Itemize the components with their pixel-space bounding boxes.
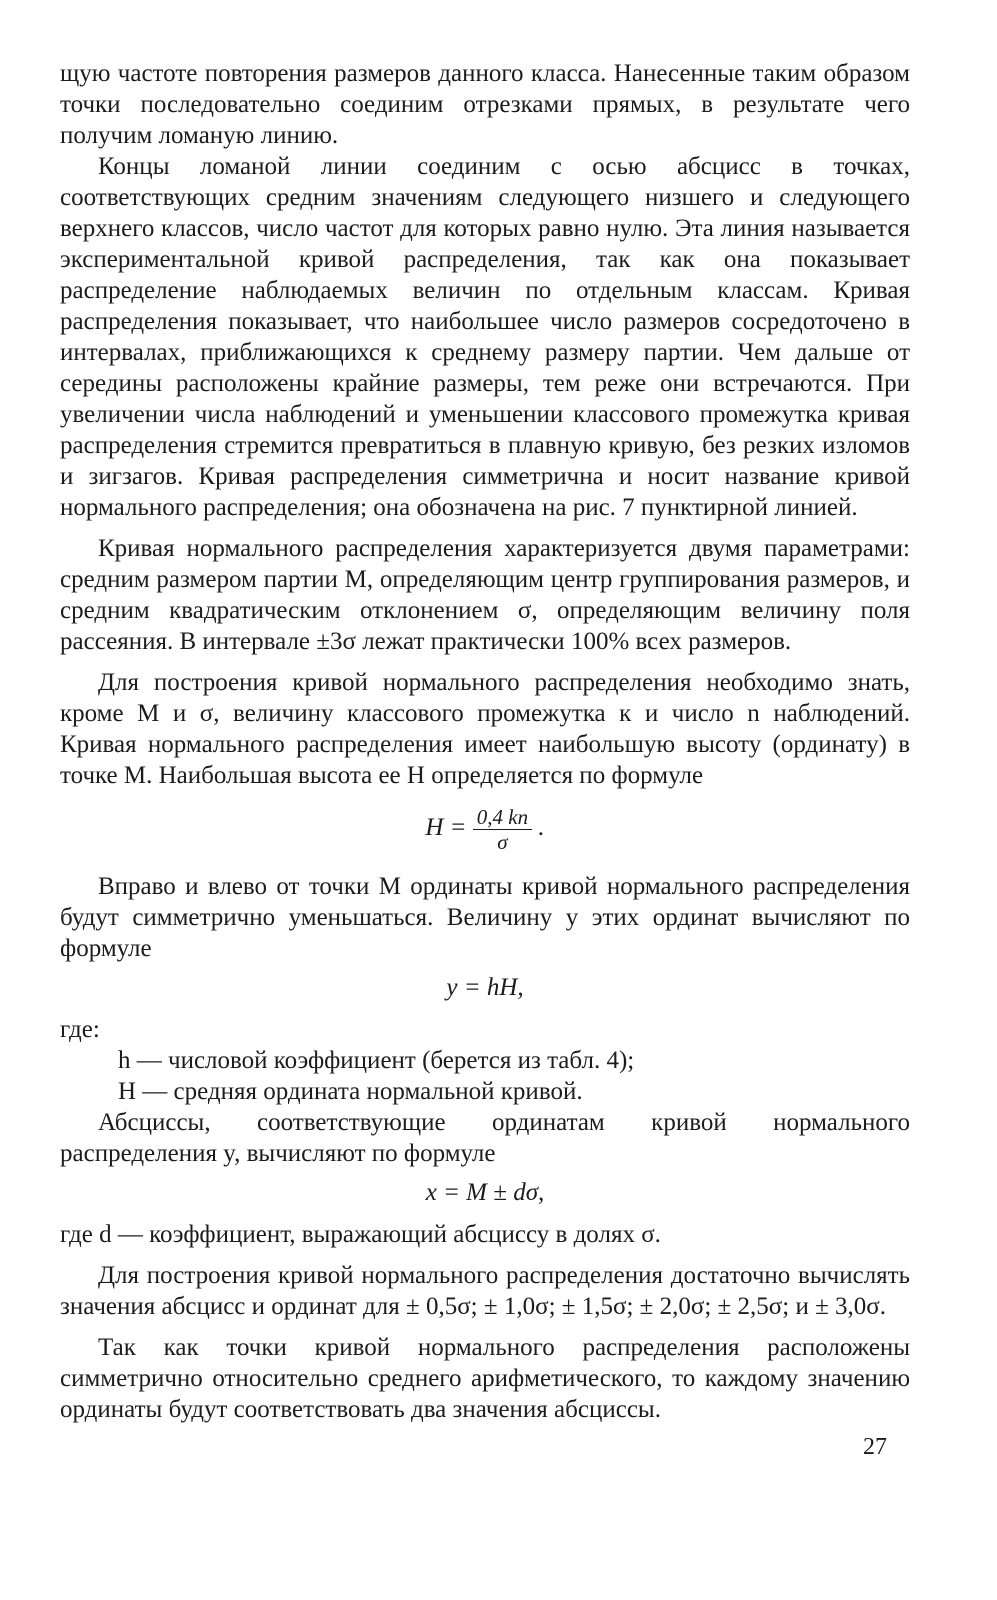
paragraph-symmetry: Так как точки кривой нормального распределения расположены симметрично относительно среднего арифметического, то каждому значению ординаты будут соответствовать два значения абсциссы.	[60, 1334, 910, 1423]
paragraph-construction-requirements: Для построения кривой нормального распределения необходимо знать, кроме M и σ, величину классового промежутка к и число n наблюдений. Кривая нормального распределения имеет наибольшую высоту (ординату) в точке M. Наибольшая высота ее H определяется по формуле	[60, 669, 910, 789]
paragraph-sigma-values: Для построения кривой нормального распределения достаточно вычислять значения абсцисс и ординат для ± 0,5σ; ± 1,0σ; ± 1,5σ; ± 2,0σ; ± 2,5σ; и ± 3,0σ.	[60, 1262, 910, 1320]
definition-list	[118, 1045, 910, 1107]
formula-h-denominator: σ	[497, 829, 508, 854]
paragraph-continuation: щую частоте повторения размеров данного класса. Нанесенные таким образом точки последовательно соединим отрезками прямых, в результате чего получим ломаную линию.	[60, 60, 910, 149]
document-page	[60, 58, 910, 1425]
where-label: где:	[60, 1016, 100, 1043]
definition-H: H — средняя ордината нормальной кривой.	[118, 1078, 583, 1105]
page-number: 27	[863, 1434, 887, 1460]
formula-max-height	[60, 799, 910, 857]
definition-h: h — числовой коэффициент (берется из табл. 4);	[118, 1047, 635, 1074]
formula-h-lhs: H =	[425, 814, 467, 841]
paragraph-ordinates: Вправо и влево от точки M ординаты кривой нормального распределения будут симметрично уменьшаться. Величину y этих ординат вычисляют по формуле	[60, 873, 910, 962]
formula-h-end: .	[538, 814, 545, 841]
definition-d: где d — коэффициент, выражающий абсциссу в долях σ.	[60, 1221, 661, 1248]
paragraph-experimental-curve: Концы ломаной линии соединим с осью абсцисс в точках, соответствующих средним значениям следующего низшего и следующего верхнего классов, число частот для которых равно нулю. Эта линия называется экспериментальной кривой распределения, так как она показывает распределение наблюдаемых величин по отдельным классам. Кривая распределения показывает, что наибольшее число размеров сосредоточено в интервалах, приближающихся к среднему размеру партии. Чем дальше от середины расположены крайние размеры, тем реже они встречаются. При увеличении числа наблюдений и уменьшении классового промежутка кривая распределения стремится превратиться в плавную кривую, без резких изломов и зигзагов. Кривая распределения симметрична и носит название кривой нормального распределения; она обозначена на рис. 7 пунктирной линией.	[60, 153, 910, 521]
formula-h-numerator: 0,4 kn	[473, 805, 532, 830]
formula-h-fraction	[473, 805, 532, 854]
formula-ordinate: y = hH,	[446, 974, 524, 1001]
paragraph-normal-parameters: Кривая нормального распределения характеризуется двумя параметрами: средним размером партии M, определяющим центр группирования размеров, и средним квадратическим отклонением σ, определяющим величину поля рассеяния. В интервале ±3σ лежат практически 100% всех размеров.	[60, 535, 910, 655]
formula-abscissa: x = M ± dσ,	[425, 1179, 545, 1206]
paragraph-abscissas: Абсциссы, соответствующие ординатам кривой нормального распределения y, вычисляют по формуле	[60, 1109, 910, 1167]
